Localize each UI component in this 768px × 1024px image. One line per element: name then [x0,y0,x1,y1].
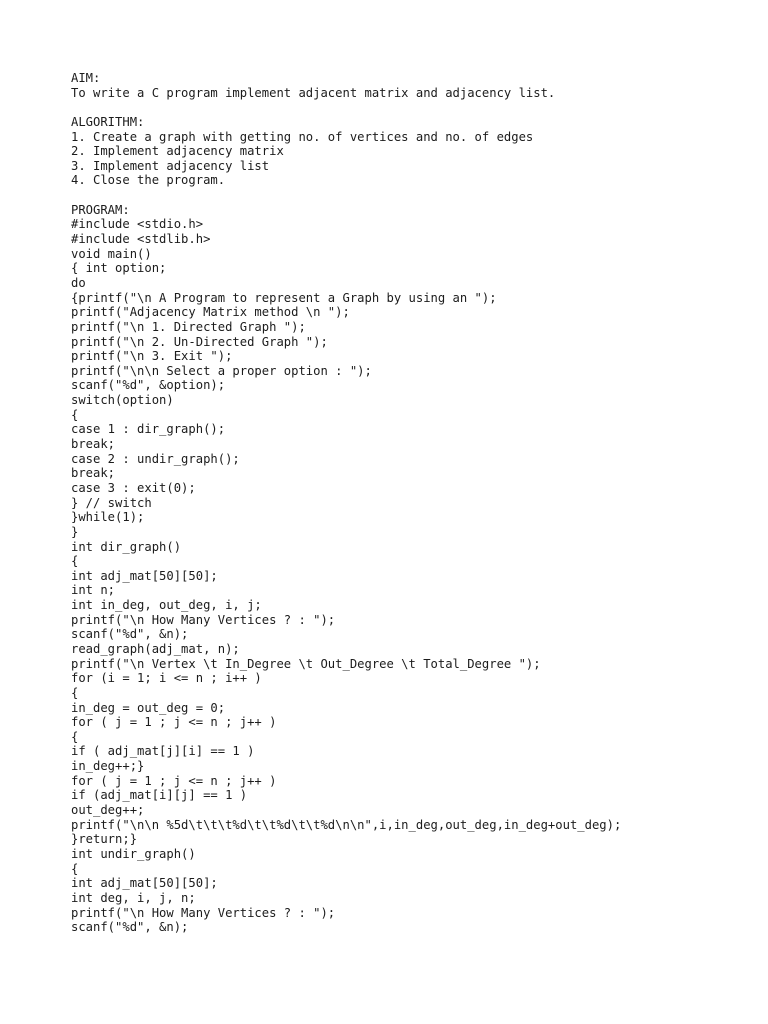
document-line: printf("\n\n Select a proper option : "); [71,363,372,378]
document-line: int dir_graph() [71,539,182,554]
document-line: 1. Create a graph with getting no. of vertices and no. of edges [71,129,534,144]
document-line: printf("\n 2. Un-Directed Graph "); [71,334,328,349]
document-line: for ( j = 1 ; j <= n ; j++ ) [71,715,277,730]
document-line: 2. Implement adjacency matrix [71,144,284,159]
document-line: #include <stdlib.h> [71,232,211,247]
document-line: scanf("%d", &n); [71,920,189,935]
document-line: scanf("%d", &n); [71,627,189,642]
document-line: { [71,554,79,569]
document-line [71,188,751,203]
document-line: { [71,685,79,700]
document-line: int in_deg, out_deg, i, j; [71,598,262,613]
document-line: if ( adj_mat[j][i] == 1 ) [71,744,255,759]
document-line: { [71,861,79,876]
document-line: printf("\n How Many Vertices ? : "); [71,612,336,627]
document-line: case 2 : undir_graph(); [71,451,240,466]
document-page [71,71,751,935]
document-line: case 1 : dir_graph(); [71,422,226,437]
document-line: printf("\n How Many Vertices ? : "); [71,905,336,920]
document-line: }return;} [71,832,138,847]
document-line: { int option; [71,261,167,276]
document-line: void main() [71,246,152,261]
document-line: { [71,729,79,744]
document-line: break; [71,466,116,481]
document-line: 4. Close the program. [71,173,226,188]
document-line: for ( j = 1 ; j <= n ; j++ ) [71,773,277,788]
document-line: PROGRAM: [71,202,130,217]
document-line: in_deg = out_deg = 0; [71,700,226,715]
document-line: AIM: [71,71,101,85]
document-line: int n; [71,583,116,598]
document-line: {printf("\n A Program to represent a Graph by using an "); [71,290,497,305]
document-line: } [71,524,79,539]
document-line: in_deg++;} [71,759,145,774]
document-line: for (i = 1; i <= n ; i++ ) [71,671,262,686]
document-line: case 3 : exit(0); [71,480,196,495]
document-line: break; [71,437,116,452]
document-line: printf("\n 3. Exit "); [71,349,233,364]
document-line: } // switch [71,495,152,510]
document-line: printf("Adjacency Matrix method \n "); [71,305,350,320]
document-line: int deg, i, j, n; [71,890,196,905]
document-line: int adj_mat[50][50]; [71,568,218,583]
document-line: }while(1); [71,510,145,525]
document-line: switch(option) [71,393,174,408]
document-line: printf("\n 1. Directed Graph "); [71,319,306,334]
document-line: int undir_graph() [71,846,196,861]
document-line: ALGORITHM: [71,114,145,129]
document-line [71,100,751,115]
document-line: int adj_mat[50][50]; [71,876,218,891]
document-line: do [71,275,86,290]
document-line: { [71,407,79,422]
document-line: read_graph(adj_mat, n); [71,641,240,656]
document-line: scanf("%d", &option); [71,378,226,393]
document-line: #include <stdio.h> [71,217,204,232]
document-line: out_deg++; [71,803,145,818]
document-line: 3. Implement adjacency list [71,158,270,173]
document-line: if (adj_mat[i][j] == 1 ) [71,788,248,803]
document-line: printf("\n Vertex \t In_Degree \t Out_Degree \t Total_Degree "); [71,656,541,671]
document-line: To write a C program implement adjacent matrix and adjacency list. [71,85,556,100]
document-line: printf("\n\n %5d\t\t\t%d\t\t%d\t\t%d\n\n",i,in_deg,out_deg,in_deg+out_deg); [71,817,622,832]
